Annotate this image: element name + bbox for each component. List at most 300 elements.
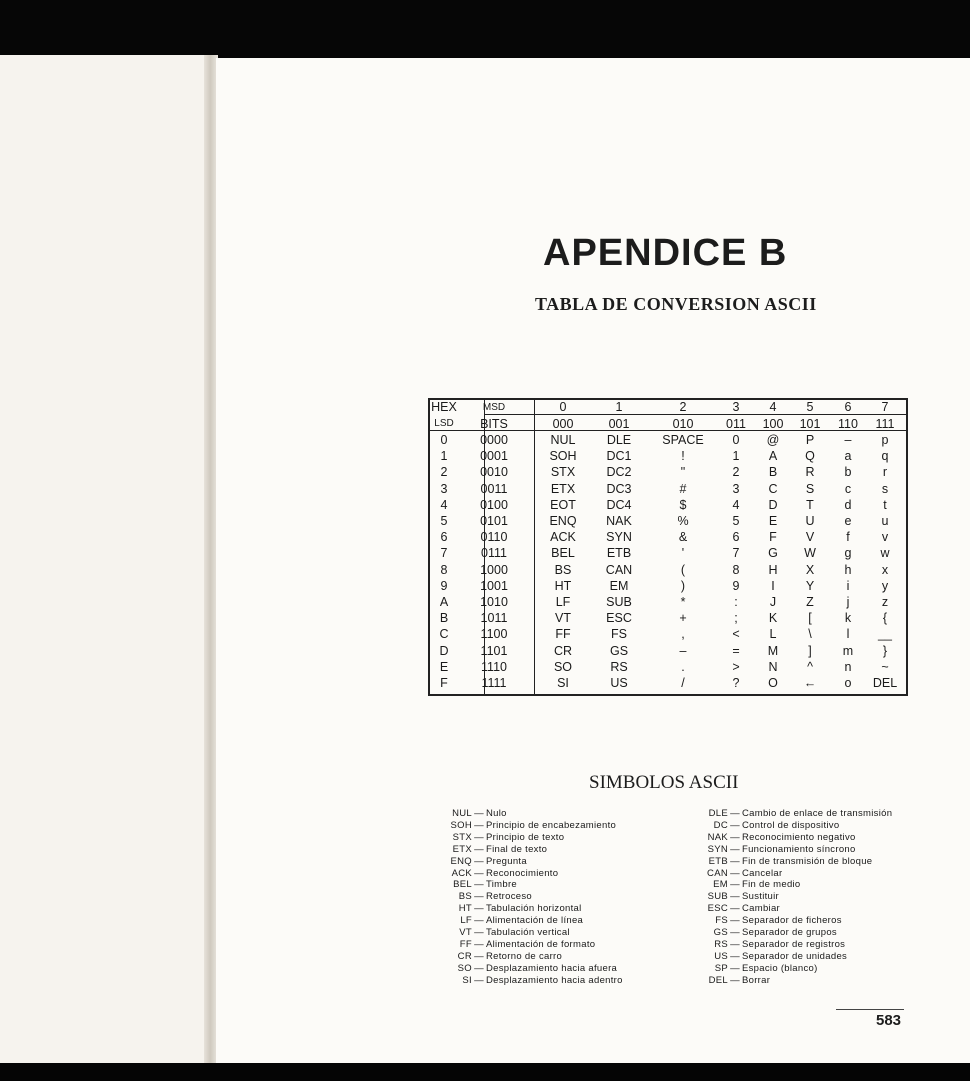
lsd-value: 5 (440, 514, 448, 528)
table-cell: EM (609, 578, 629, 593)
symbol-entry (446, 868, 558, 880)
dash-separator: — (474, 927, 484, 938)
msd-bits: 110 (838, 417, 858, 431)
lsd-bits: 0001 (480, 449, 508, 464)
dash-separator: — (730, 915, 740, 927)
table-cell: BS (554, 562, 572, 577)
symbol-abbr: RS (714, 938, 728, 950)
symbol-entry (702, 903, 780, 915)
table-cell: SPACE (662, 433, 704, 447)
msd-value: 7 (881, 400, 889, 414)
symbol-abbr: FS (715, 915, 728, 927)
table-cell: ACK (550, 530, 576, 545)
msd-value: 1 (615, 400, 623, 414)
page-number: 583 (876, 1012, 902, 1029)
dash-separator: — (474, 819, 484, 831)
table-cell: T (806, 497, 814, 512)
lsd-value: C (439, 627, 449, 642)
table-cell: US (610, 676, 628, 690)
dash-separator: — (730, 962, 740, 974)
table-cell: o (844, 676, 852, 690)
dash-separator: — (730, 974, 740, 986)
symbol-abbr: ACK (451, 867, 472, 879)
symbol-entry (702, 856, 872, 868)
symbol-entry (702, 832, 856, 844)
symbol-entry (446, 820, 616, 832)
table-cell: @ (766, 433, 780, 447)
msd-bits: 010 (672, 417, 694, 431)
symbol-abbr: LF (460, 915, 472, 927)
dash-separator: — (730, 950, 740, 962)
table-cell: Q (805, 449, 815, 464)
lsd-bits: 0110 (480, 530, 508, 545)
table-cell: < (732, 627, 740, 642)
symbol-abbr: SO (457, 962, 472, 974)
table-cell: / (681, 676, 685, 690)
lsd-value: D (439, 643, 449, 658)
dash-separator: — (474, 915, 484, 927)
table-cell: } (882, 643, 888, 658)
scan-top-edge (0, 0, 970, 57)
msd-value: 0 (559, 400, 567, 414)
symbol-description: Tabulación vertical (486, 927, 570, 938)
table-cell: " (680, 465, 686, 480)
symbol-description: Tabulación horizontal (486, 903, 582, 915)
symbol-entry (702, 975, 770, 987)
lsd-value: 3 (440, 481, 448, 496)
table-cell: N (768, 659, 778, 674)
dash-separator: — (730, 879, 740, 891)
dash-separator: — (730, 808, 740, 819)
table-cell: $ (679, 497, 687, 512)
table-cell: G (768, 546, 778, 561)
lsd-value: E (439, 659, 449, 674)
symbol-description: Control de dispositivo (742, 819, 840, 831)
page-subtitle: TABLA DE CONVERSION ASCII (535, 294, 817, 314)
dash-separator: — (474, 938, 484, 950)
lsd-value: 0 (440, 433, 448, 447)
symbol-entry (446, 927, 570, 939)
table-row-divider (484, 414, 906, 415)
table-cell: SOH (549, 449, 577, 464)
footer-rule (836, 1009, 904, 1010)
symbol-entry (446, 879, 517, 891)
lsd-bits: 1100 (480, 627, 508, 642)
symbol-description: Separador de ficheros (742, 915, 842, 927)
table-cell: E (768, 514, 778, 528)
lsd-bits: 1001 (480, 578, 508, 593)
symbol-description: Separador de grupos (742, 927, 837, 938)
table-cell: SO (553, 659, 573, 674)
table-cell: STX (550, 465, 576, 480)
msd-value: 3 (732, 400, 740, 414)
symbol-abbr: CR (457, 950, 472, 962)
table-cell: DC4 (606, 497, 632, 512)
lsd-bits: 0100 (480, 497, 508, 512)
symbol-description: Separador de unidades (742, 950, 848, 962)
table-cell: O (768, 676, 778, 690)
table-cell: v (881, 530, 889, 545)
symbol-entry (446, 951, 562, 963)
dash-separator: — (474, 962, 484, 974)
dash-separator: — (730, 867, 740, 879)
table-cell: Z (806, 595, 814, 609)
dash-separator: — (730, 831, 740, 843)
symbol-description: Desplazamiento hacia adentro (486, 974, 623, 986)
symbol-entry (702, 891, 779, 903)
table-cell: I (771, 578, 775, 593)
table-cell: i (846, 578, 850, 593)
table-cell: FF (555, 627, 571, 642)
table-cell: ( (680, 562, 686, 577)
dash-separator: — (474, 903, 484, 915)
table-cell: k (844, 611, 852, 626)
table-cell: ETB (606, 546, 632, 561)
symbol-description: Final de texto (486, 843, 548, 855)
table-cell: U (805, 514, 815, 528)
table-cell: DEL (872, 676, 898, 690)
symbol-abbr: DEL (708, 974, 728, 986)
table-cell: C (768, 481, 778, 496)
msd-value: 4 (769, 400, 777, 414)
symbol-abbr: CAN (707, 867, 728, 879)
page-title: APENDICE B (543, 232, 788, 274)
symbol-abbr: ENQ (450, 855, 472, 867)
table-cell: SI (557, 676, 569, 690)
symbol-abbr: US (714, 950, 728, 962)
table-cell: L (769, 627, 777, 642)
table-cell: 1 (732, 449, 740, 464)
table-cell: DC3 (606, 481, 632, 496)
table-cell: SYN (606, 530, 632, 545)
table-cell: M (767, 643, 779, 658)
symbol-abbr: FF (459, 938, 472, 950)
symbol-abbr: ESC (707, 903, 728, 915)
symbol-entry (702, 879, 801, 891)
table-cell: a (844, 449, 852, 464)
table-cell: y (881, 578, 889, 593)
dash-separator: — (474, 855, 484, 867)
table-cell: BEL (551, 546, 575, 561)
symbol-description: Cambio de enlace de transmisión (742, 808, 893, 819)
symbol-description: Principio de texto (486, 831, 565, 843)
table-cell: m (842, 643, 854, 658)
table-cell: CR (553, 643, 573, 658)
symbol-description: Desplazamiento hacia afuera (486, 962, 618, 974)
dash-separator: — (474, 879, 484, 891)
table-cell: __ (878, 627, 892, 642)
symbol-abbr: SP (714, 962, 728, 974)
table-cell: DC2 (606, 465, 632, 480)
symbol-abbr: ETX (452, 843, 472, 855)
symbol-entry (702, 951, 847, 963)
symbol-entry (446, 939, 595, 951)
symbol-entry (702, 844, 856, 856)
symbol-entry (702, 820, 839, 832)
lsd-bits: 1110 (481, 659, 507, 674)
symbol-description: Cancelar (742, 867, 783, 879)
table-cell: 7 (732, 546, 740, 561)
symbol-description: Espacio (blanco) (742, 962, 818, 974)
msd-label: MSD (482, 402, 506, 413)
symbol-entry (702, 915, 842, 927)
table-cell: ENQ (549, 514, 577, 528)
table-cell: – (679, 643, 687, 658)
table-cell: : (734, 595, 738, 609)
table-cell: \ (808, 627, 812, 642)
symbol-abbr: GS (713, 927, 728, 938)
table-cell: q (881, 449, 889, 464)
dash-separator: — (474, 843, 484, 855)
table-cell: K (768, 611, 778, 626)
symbol-description: Retroceso (486, 891, 532, 903)
table-cell: r (882, 465, 888, 480)
table-cell: LF (555, 595, 571, 609)
table-cell: b (844, 465, 852, 480)
symbol-description: Retorno de carro (486, 950, 563, 962)
table-cell: # (679, 481, 687, 496)
table-cell: X (805, 562, 815, 577)
table-cell: g (844, 546, 852, 561)
table-cell: . (681, 659, 685, 674)
table-cell: 5 (732, 514, 740, 528)
symbol-abbr: BEL (453, 879, 472, 891)
table-cell: s (881, 481, 889, 496)
table-cell: 3 (732, 481, 740, 496)
table-cell: ; (734, 611, 738, 626)
dash-separator: — (730, 903, 740, 915)
table-cell: DC1 (606, 449, 632, 464)
symbol-entry (446, 808, 507, 820)
table-cell: HT (554, 578, 572, 593)
symbol-description: Alimentación de línea (486, 915, 584, 927)
table-cell: j (846, 595, 850, 609)
dash-separator: — (474, 831, 484, 843)
table-cell: P (805, 433, 815, 447)
table-cell: u (881, 514, 889, 528)
table-cell: ! (681, 449, 685, 464)
table-cell: ' (681, 546, 685, 561)
symbol-description: Separador de registros (742, 938, 846, 950)
table-cell: B (768, 465, 778, 480)
lsd-bits: 1011 (480, 611, 508, 626)
table-cell: 0 (732, 433, 740, 447)
symbol-entry (702, 963, 818, 975)
symbol-abbr: NUL (452, 808, 472, 819)
msd-value: 5 (806, 400, 814, 414)
lsd-label: LSD (434, 418, 454, 429)
table-cell: , (681, 627, 685, 642)
symbol-description: Borrar (742, 974, 771, 986)
dash-separator: — (730, 855, 740, 867)
dash-separator: — (474, 974, 484, 986)
table-cell: GS (609, 643, 629, 658)
table-cell: c (844, 481, 852, 496)
table-cell: Y (805, 578, 815, 593)
dash-separator: — (730, 927, 740, 938)
symbol-description: Reconocimiento negativo (742, 831, 856, 843)
symbol-abbr: NAK (707, 831, 728, 843)
symbol-entry (446, 903, 582, 915)
table-cell: h (844, 562, 852, 577)
symbol-description: Reconocimiento (486, 867, 559, 879)
table-cell: ← (803, 676, 817, 690)
msd-bits: 011 (726, 417, 746, 431)
table-cell: ^ (807, 659, 813, 674)
table-cell: ESC (606, 611, 632, 626)
symbol-entry (702, 868, 782, 880)
symbol-entry (446, 915, 583, 927)
table-cell: l (846, 627, 850, 642)
table-cell: RS (610, 659, 628, 674)
table-cell: ~ (881, 659, 889, 674)
symbol-abbr: EM (713, 879, 728, 891)
dash-separator: — (474, 808, 484, 819)
symbol-description: Funcionamiento síncrono (742, 843, 856, 855)
symbol-abbr: SUB (707, 891, 728, 903)
lsd-bits: 0000 (480, 433, 508, 447)
symbol-description: Timbre (486, 879, 518, 891)
table-cell: ? (732, 676, 740, 690)
scan-bottom-edge (0, 1063, 970, 1081)
table-cell: S (805, 481, 815, 496)
left-page (0, 55, 212, 1065)
symbol-description: Nulo (486, 808, 507, 819)
table-cell: 8 (732, 562, 740, 577)
dash-separator: — (474, 891, 484, 903)
table-cell: & (678, 530, 688, 545)
table-cell: ) (680, 578, 686, 593)
lsd-value: 2 (440, 465, 448, 480)
table-cell: [ (808, 611, 812, 626)
symbol-abbr: DC (713, 819, 728, 831)
table-cell: D (768, 497, 778, 512)
dash-separator: — (474, 950, 484, 962)
table-cell: VT (555, 611, 571, 626)
hex-label: HEX (431, 400, 457, 414)
symbol-entry (446, 832, 564, 844)
table-cell: FS (611, 627, 627, 642)
table-cell: R (805, 465, 815, 480)
symbol-description: Pregunta (486, 855, 527, 867)
dash-separator: — (730, 938, 740, 950)
lsd-bits: 0011 (480, 481, 508, 496)
lsd-value: 1 (440, 449, 448, 464)
table-cell: W (804, 546, 816, 561)
symbol-entry (446, 856, 527, 868)
table-cell: * (680, 595, 686, 609)
table-cell: p (881, 433, 889, 447)
table-cell: DLE (606, 433, 632, 447)
lsd-bits: 1111 (481, 676, 507, 690)
symbol-description: Cambiar (742, 903, 780, 915)
table-cell: > (732, 659, 740, 674)
table-cell: d (844, 497, 852, 512)
bits-label: BITS (480, 417, 508, 431)
symbol-entry (446, 963, 617, 975)
symbol-description: Fin de medio (742, 879, 801, 891)
dash-separator: — (730, 891, 740, 903)
table-cell: 4 (732, 497, 740, 512)
table-cell: { (882, 611, 888, 626)
table-cell: A (768, 449, 778, 464)
symbol-abbr: DLE (708, 808, 728, 819)
lsd-bits: 1101 (480, 643, 508, 658)
table-cell: ETX (550, 481, 576, 496)
table-cell: CAN (605, 562, 633, 577)
lsd-value: 7 (440, 546, 448, 561)
symbol-description: Principio de encabezamiento (486, 819, 617, 831)
lsd-value: 8 (440, 562, 448, 577)
symbol-entry (702, 939, 845, 951)
table-cell: 9 (732, 578, 740, 593)
table-cell: z (881, 595, 889, 609)
table-cell: 6 (732, 530, 740, 545)
symbol-abbr: SOH (450, 819, 472, 831)
table-cell: F (769, 530, 777, 545)
msd-bits: 100 (762, 417, 784, 431)
table-cell: V (805, 530, 815, 545)
msd-bits: 101 (799, 417, 821, 431)
symbols-title: SIMBOLOS ASCII (589, 772, 739, 793)
table-cell: – (844, 433, 852, 447)
lsd-bits: 0111 (481, 546, 507, 561)
lsd-bits: 1000 (480, 562, 508, 577)
table-cell: = (732, 643, 740, 658)
table-cell: J (769, 595, 777, 609)
msd-value: 2 (679, 400, 687, 414)
msd-bits: 001 (608, 417, 630, 431)
dash-separator: — (730, 819, 740, 831)
table-cell: EOT (550, 497, 576, 512)
table-cell: % (677, 514, 689, 528)
symbol-description: Fin de transmisión de bloque (742, 855, 873, 867)
lsd-value: B (439, 611, 449, 626)
symbol-abbr: VT (459, 927, 472, 938)
ascii-conversion-table (428, 398, 908, 696)
lsd-bits: 1010 (480, 595, 508, 609)
lsd-value: A (439, 595, 449, 609)
table-cell: e (844, 514, 852, 528)
msd-value: 6 (844, 400, 852, 414)
symbol-entry (702, 808, 892, 820)
lsd-value: 4 (440, 497, 448, 512)
symbol-entry (702, 927, 837, 939)
table-cell: x (881, 562, 889, 577)
table-cell: t (883, 497, 887, 512)
msd-bits: 111 (875, 417, 895, 431)
table-cell: 2 (732, 465, 740, 480)
table-cell: NAK (606, 514, 632, 528)
table-cell: NUL (550, 433, 576, 447)
symbol-abbr: BS (458, 891, 472, 903)
lsd-value: 6 (440, 530, 448, 545)
msd-bits: 000 (552, 417, 574, 431)
table-cell: w (880, 546, 890, 561)
table-cell: SUB (606, 595, 632, 609)
symbol-abbr: STX (452, 831, 472, 843)
symbol-entry (446, 891, 532, 903)
table-cell: H (768, 562, 778, 577)
symbol-entry (446, 844, 547, 856)
table-cell: + (679, 611, 687, 626)
lsd-bits: 0101 (480, 514, 508, 528)
table-cell: n (844, 659, 852, 674)
lsd-value: 9 (440, 578, 448, 593)
lsd-bits: 0010 (480, 465, 508, 480)
symbol-abbr: HT (458, 903, 472, 915)
table-cell: ] (808, 643, 812, 658)
